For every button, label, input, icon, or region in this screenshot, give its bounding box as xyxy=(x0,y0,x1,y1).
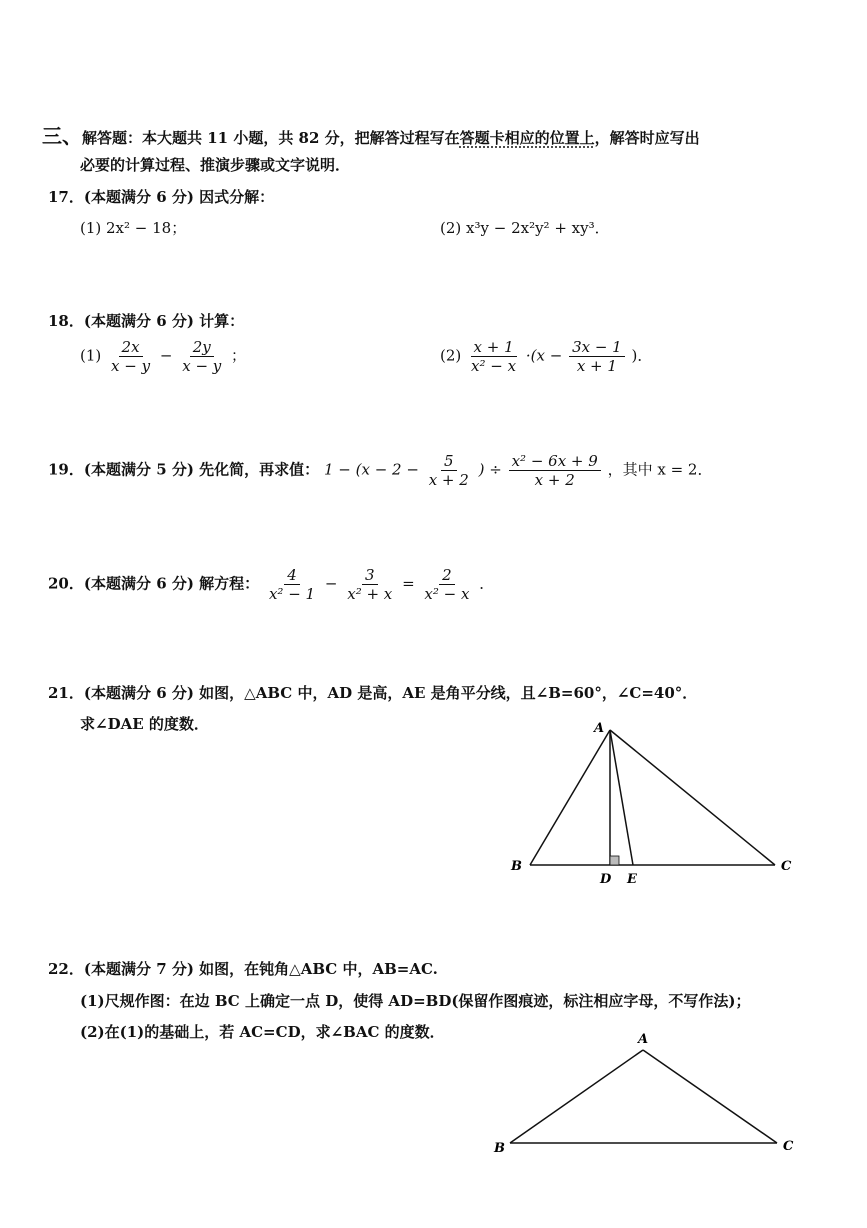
section-intro-a: ：本大题共 11 小题，共 82 分，把解答过程写在 xyxy=(127,129,460,147)
q20-equals: = xyxy=(402,574,415,593)
fraction-numerator: 4 xyxy=(284,566,300,585)
q19-expr-2: ) ÷ xyxy=(478,460,502,479)
q20-fraction-1 xyxy=(266,566,318,603)
fraction-denominator: x − y xyxy=(111,357,151,375)
q19-line xyxy=(48,452,712,489)
q20-fraction-3 xyxy=(421,566,472,603)
q19-fraction-2 xyxy=(509,452,601,489)
fraction-denominator: x + 2 xyxy=(428,471,469,489)
section-header xyxy=(42,120,700,149)
q21-line1: 21．(本题满分 6 分) 如图，△ABC 中，AD 是高，AE 是角平分线，且∠B=60°，∠C=40°． xyxy=(48,684,698,702)
q18-p1-fraction-2 xyxy=(179,338,224,375)
section-title: 解答题 xyxy=(82,129,128,147)
q18-p2-label: (2) xyxy=(440,346,462,365)
fraction-denominator: x² − x xyxy=(471,357,517,375)
q22-label-a: A xyxy=(638,1032,649,1047)
q18-part2 xyxy=(440,338,652,375)
q20-end: ． xyxy=(479,574,495,593)
q19-expr-3: ，其中 x = 2． xyxy=(607,460,713,479)
q20-fraction-2 xyxy=(344,566,395,603)
q18-p2-end: )． xyxy=(631,346,653,365)
q22-line3: (2)在(1)的基础上，若 AC=CD，求∠BAC 的度数． xyxy=(80,1023,445,1041)
q20-heading: 20．(本题满分 6 分) 解方程： xyxy=(48,574,260,593)
q21-side-ac xyxy=(610,730,775,865)
q18-part1 xyxy=(80,338,246,375)
fraction-numerator: 2x xyxy=(119,338,143,357)
fraction-denominator: x² + x xyxy=(347,585,393,603)
fraction-numerator: 5 xyxy=(441,452,457,471)
q22-label-c: C xyxy=(783,1139,794,1154)
q22-side-ac xyxy=(643,1050,777,1143)
q22-label-b: B xyxy=(494,1141,505,1156)
fraction-numerator: 3x − 1 xyxy=(569,338,625,357)
fraction-denominator: x − y xyxy=(182,357,222,375)
q22-side-ab xyxy=(510,1050,643,1143)
fraction-numerator: 3 xyxy=(362,566,378,585)
q19-fraction-1 xyxy=(426,452,472,489)
q21-label-b: B xyxy=(511,859,522,874)
q22-triangle-figure xyxy=(480,1030,810,1160)
fraction-denominator: x + 1 xyxy=(576,357,617,375)
fraction-numerator: x² − 6x + 9 xyxy=(509,452,601,471)
q17-part2: (2) x³y − 2x²y² + xy³． xyxy=(440,219,610,237)
q20-minus: − xyxy=(324,574,338,593)
fraction-denominator: x + 2 xyxy=(534,471,575,489)
q21-line2: 求∠DAE 的度数． xyxy=(80,715,209,733)
q21-bisector-ae xyxy=(610,730,633,865)
q18-p2-fraction-2 xyxy=(569,338,625,375)
q18-heading: 18．(本题满分 6 分) 计算： xyxy=(48,312,245,330)
fraction-numerator: 2 xyxy=(439,566,455,585)
q21-label-d: D xyxy=(600,872,612,887)
fraction-denominator: x² − x xyxy=(424,585,470,603)
section-number: 三、 xyxy=(42,124,82,148)
fraction-denominator: x² − 1 xyxy=(268,585,316,603)
q21-label-c: C xyxy=(781,859,792,874)
q19-expr-1: 1 − (x − 2 − xyxy=(323,460,419,479)
q21-right-angle-mark xyxy=(610,856,619,865)
q18-p1-fraction-1 xyxy=(108,338,153,375)
q22-line2: (1)尺规作图：在边 BC 上确定一点 D，使得 AD=BD(保留作图痕迹，标注相应字母，不写作法)； xyxy=(80,992,751,1010)
fraction-numerator: x + 1 xyxy=(471,338,517,357)
q21-side-ab xyxy=(530,730,610,865)
q19-heading: 19．(本题满分 5 分) 先化简，再求值： xyxy=(48,460,320,479)
section-intro-dotted: 答题卡相应的位置上 xyxy=(459,129,595,147)
q18-p2-fraction-1 xyxy=(468,338,519,375)
q18-p1-minus: − xyxy=(159,346,173,365)
q22-line1: 22．(本题满分 7 分) 如图，在钝角△ABC 中，AB=AC. xyxy=(48,960,438,978)
q18-p1-label: (1) xyxy=(80,346,102,365)
q21-label-e: E xyxy=(627,872,637,887)
q21-label-a: A xyxy=(594,721,605,736)
section-intro-b: ，解答时应写出 xyxy=(594,129,700,147)
fraction-numerator: 2y xyxy=(190,338,214,357)
q18-p1-end: ； xyxy=(231,346,247,365)
q17-part1: (1) 2x² − 18； xyxy=(80,219,187,237)
section-intro-line2: 必要的计算过程、推演步骤或文字说明． xyxy=(80,156,351,174)
q17-heading: 17．(本题满分 6 分) 因式分解： xyxy=(48,188,275,206)
q18-p2-mid: ·(x − xyxy=(525,346,563,365)
q20-line xyxy=(48,566,494,603)
q21-triangle-figure xyxy=(500,715,810,890)
